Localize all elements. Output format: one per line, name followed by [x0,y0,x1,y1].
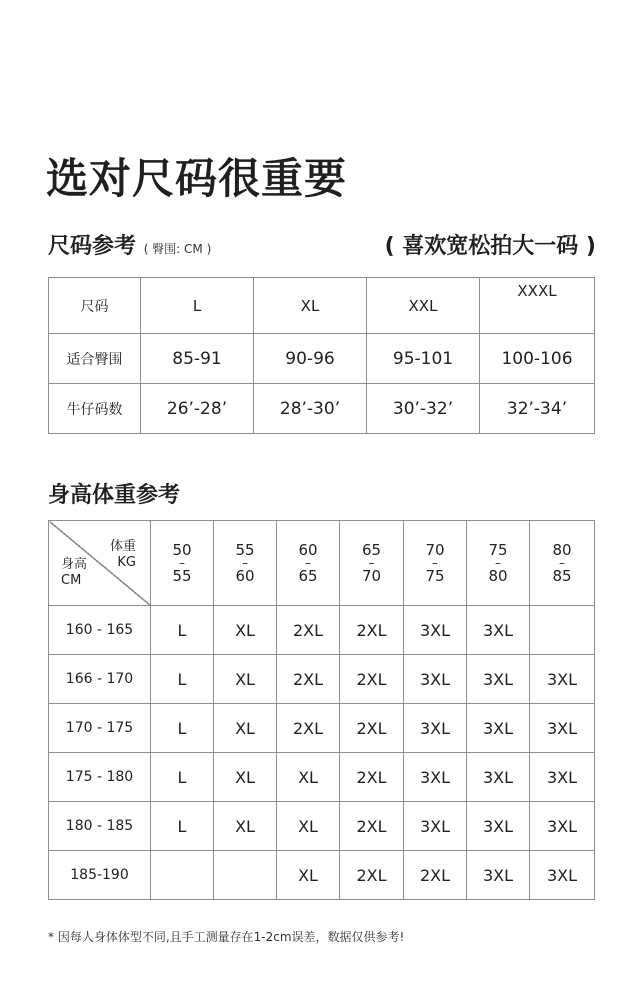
hw-size-cell: 3XL [530,851,595,900]
weight-from: 50 [172,541,192,559]
weight-from: 55 [235,541,255,559]
unit-note: ( 臀围: CM ) [143,242,212,256]
weight-dash: – [179,556,185,570]
height-range-cell: 166 - 170 [49,655,151,704]
recommend-note: ( 喜欢宽松拍大一码 ) [384,234,596,259]
hw-size-cell: 3XL [530,802,595,851]
weight-from: 75 [488,541,508,559]
weight-range-cell [467,521,530,606]
size-header-cell: L [141,278,254,334]
hw-size-cell: L [151,802,214,851]
height-unit: CM [61,573,82,588]
weight-range-cell [214,521,277,606]
hw-size-cell: 3XL [467,606,530,655]
weight-to: 70 [361,567,382,585]
hw-size-cell: L [151,753,214,802]
size-table-header-row [49,278,595,334]
weight-to: 55 [172,567,192,585]
height-range-cell: 185-190 [49,851,151,900]
weight-dash: – [559,556,565,570]
size-table-cell: 85-91 [141,334,254,384]
size-section-title [48,229,211,260]
weight-range-cell [340,521,404,606]
hw-size-cell: XL [214,753,277,802]
hw-size-cell: 2XL [340,851,404,900]
weight-dash: – [432,556,438,570]
weight-label: 体重 [109,539,136,554]
weight-dash: – [495,556,501,570]
size-header-cell: XL [254,278,367,334]
hw-header-row [49,521,595,606]
hw-size-cell: 2XL [340,802,404,851]
size-table-row [49,384,595,434]
size-table-cell: 28’-30’ [254,384,367,434]
hw-size-cell: 2XL [340,655,404,704]
hw-size-cell: 3XL [404,704,467,753]
size-row-label: 适合臀围 [49,334,141,384]
hw-size-cell: L [151,606,214,655]
hw-size-cell: 3XL [467,802,530,851]
size-table-cell: 26’-28’ [141,384,254,434]
height-range-cell: 160 - 165 [49,606,151,655]
hw-size-cell: 3XL [404,802,467,851]
page-title: 选对尺码很重要 [46,154,348,203]
height-range-cell: 175 - 180 [49,753,151,802]
hw-table-row [49,704,595,753]
hw-size-cell: 3XL [467,655,530,704]
hw-size-cell: 3XL [467,753,530,802]
hw-size-cell: 2XL [277,655,340,704]
size-table-row [49,334,595,384]
size-table-cell: 32’-34’ [480,384,595,434]
weight-range-cell [530,521,595,606]
weight-to: 85 [552,567,572,585]
hw-size-cell: 3XL [467,704,530,753]
hw-table-row [49,655,595,704]
hw-size-cell: L [151,655,214,704]
hw-table-row [49,851,595,900]
size-header-cell: XXXL [480,278,595,334]
weight-to: 65 [298,567,318,585]
hw-section-title: 身高体重参考 [48,483,181,508]
weight-from: 70 [425,541,445,559]
hw-table-row [49,802,595,851]
hw-size-cell [151,851,214,900]
hw-size-cell: XL [214,655,277,704]
weight-to: 60 [235,567,255,585]
hw-corner-cell [49,521,151,606]
hw-size-cell: 3XL [404,606,467,655]
weight-from: 60 [298,541,318,559]
hw-size-cell: L [151,704,214,753]
weight-range-cell [277,521,340,606]
hw-size-cell: XL [277,802,340,851]
hw-size-cell: XL [214,606,277,655]
weight-unit: KG [117,555,136,570]
height-weight-table [48,520,595,900]
height-label: 身高 [61,557,88,572]
weight-range-cell [404,521,467,606]
weight-to: 80 [488,567,508,585]
footnote: * 因每人身体体型不同,且手工测量存在1-2cm误差，数据仅供参考! [48,930,405,944]
hw-table-row [49,606,595,655]
height-range-cell: 170 - 175 [49,704,151,753]
size-header-cell: XXL [367,278,480,334]
size-row-label: 牛仔码数 [49,384,141,434]
hw-size-cell: 2XL [340,753,404,802]
size-table-cell: 30’-32’ [367,384,480,434]
hw-table-row [49,753,595,802]
size-table-cell: 100-106 [480,334,595,384]
hw-size-cell: XL [214,802,277,851]
hw-size-cell: 2XL [277,704,340,753]
height-range-cell: 180 - 185 [49,802,151,851]
weight-axis-label [110,539,136,571]
hw-size-cell: 2XL [404,851,467,900]
hw-size-cell: XL [277,753,340,802]
size-section-title-text: 尺码参考 [48,234,137,259]
hw-table-body [49,606,595,900]
hw-size-cell: 3XL [530,753,595,802]
weight-dash: – [305,556,311,570]
hw-size-cell: 2XL [277,606,340,655]
weight-dash: – [368,556,375,570]
height-axis-label [61,557,87,589]
weight-to: 75 [425,567,445,585]
hw-size-cell: 3XL [404,753,467,802]
weight-from: 65 [361,541,382,559]
size-table [48,277,595,434]
weight-dash: – [242,556,248,570]
hw-size-cell: 3XL [467,851,530,900]
hw-size-cell: 3XL [404,655,467,704]
hw-size-cell [214,851,277,900]
hw-size-cell: XL [277,851,340,900]
hw-size-cell [530,606,595,655]
hw-size-cell: 3XL [530,704,595,753]
size-table-cell: 90-96 [254,334,367,384]
size-header-label: 尺码 [49,278,141,334]
size-table-cell: 95-101 [367,334,480,384]
weight-range-cell [151,521,214,606]
weight-from: 80 [552,541,572,559]
hw-size-cell: 3XL [530,655,595,704]
hw-size-cell: 2XL [340,704,404,753]
hw-size-cell: XL [214,704,277,753]
hw-size-cell: 2XL [340,606,404,655]
